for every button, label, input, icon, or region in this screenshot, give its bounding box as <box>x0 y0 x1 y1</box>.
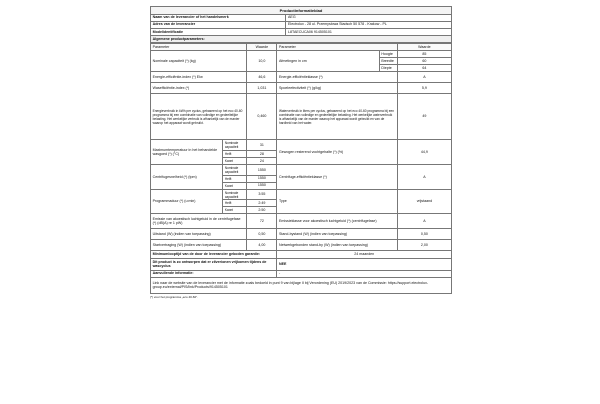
sheet-title: Productinformatieblad <box>151 7 452 15</box>
energy-consumption-value: 0,460 <box>247 94 277 140</box>
additional-info-value: - <box>277 270 452 277</box>
noise-class-label: Emissieklasse voor akoestisch luchtgeluid (ⁿ) (centrifugefase) <box>277 214 397 229</box>
spin-value-half: 1550 <box>247 175 277 182</box>
noise-value: 72 <box>247 214 277 229</box>
header-parameter-2: Parameter <box>277 43 397 50</box>
info-table <box>150 6 452 43</box>
wash-index-label: Wasefficiëntie-index (ⁿ) <box>151 83 247 94</box>
spin-sub-half: Helft <box>223 175 247 182</box>
temp-value-half: 28 <box>247 150 277 157</box>
capacity-label: Nominale capaciteit (ⁿ) (kg) <box>151 50 247 71</box>
rinse-label: Spoeleefectiviteit (ⁿ) (g/kg) <box>277 83 397 94</box>
silver-ions-label: Dit product is zo ontworpen dat er zilverionen vrijkomen tijdens de wascyclus <box>151 258 277 270</box>
spin-value-nominal: 1550 <box>247 164 277 175</box>
dimensions-label: Afmetingen in cm <box>277 50 379 71</box>
standby-label: Stand-bystand (W) (indien van toepassing) <box>277 229 397 240</box>
silver-ions-value: NEE <box>277 258 452 270</box>
temp-value-nominal: 31 <box>247 140 277 151</box>
off-mode-value: 0,50 <box>247 229 277 240</box>
header-value: Waarde <box>247 43 277 50</box>
header-value-2: Waarde <box>397 43 451 50</box>
spin-sub-nominal: Nominale capaciteit <box>223 164 247 175</box>
noise-class-value: A <box>397 214 451 229</box>
water-consumption-value: 49 <box>397 94 451 140</box>
height-value: 85 <box>397 50 451 57</box>
spin-value-quarter: 1550 <box>247 182 277 189</box>
temp-sub-nominal: Nominale capaciteit <box>223 140 247 151</box>
delay-start-label: Startvertraging (W) (indien van toepassing) <box>151 240 247 251</box>
off-mode-label: Uitstand (W) (indien van toepassing) <box>151 229 247 240</box>
max-temp-label: Maximumtemperatuur in het behandelde wasgoed (ⁿ) (°C) <box>151 140 223 165</box>
rinse-value: 5,9 <box>397 83 451 94</box>
parameters-table <box>150 43 452 294</box>
duration-label: Programmaduur (ⁿ) (u:min) <box>151 189 223 214</box>
temp-sub-quarter: Kwart <box>223 157 247 164</box>
model-label: Modelidentificatie <box>151 28 286 35</box>
eei-value: 46,6 <box>247 72 277 83</box>
eei-label: Energie-efficiëntie-index (ⁿ) EIw <box>151 72 247 83</box>
temp-sub-half: Helft <box>223 150 247 157</box>
delay-start-value: 4,00 <box>247 240 277 251</box>
section-general: Algemene productparameters: <box>151 35 452 42</box>
wash-index-value: 1,031 <box>247 83 277 94</box>
water-consumption-label: Waterverbruik in liters per cyclus, gebaseerd op het eco 40-60 programma bij een combinatie van volledige en gedeeltelijke belasting. Het werkelijke waterverbruik is afhankelijk van de manier waarop het apparaat wordt gebruikt en van de hardheid van het water. <box>277 94 397 140</box>
additional-info-label: Aanvullende informatie: <box>151 270 277 277</box>
supplier-value: AEG <box>286 14 452 21</box>
energy-consumption-label: Energieverbruik in kWh per cyclus, gebaseerd op het eco 40-60 programma bij een combinatie van volledige en gedeeltelijke belasting. Het werkelijke verbruik is afhankelijk van de manier waarop het apparaat wordt gebruikt. <box>151 94 247 140</box>
address-label: Adres van de leverancier <box>151 21 286 28</box>
product-information-sheet <box>150 6 452 299</box>
duration-value-nominal: 3:55 <box>247 189 277 200</box>
depth-value: 64 <box>397 65 451 72</box>
spin-speed-label: Centrifugesnelheid (ⁿ) (tpm) <box>151 164 223 189</box>
spin-sub-quarter: Kwart <box>223 182 247 189</box>
type-value: vrijstaand <box>397 189 451 214</box>
spin-class-value: A <box>397 164 451 189</box>
model-value: L8TAECUCA06 914505101 <box>286 28 452 35</box>
depth-label: Diepte <box>379 65 397 72</box>
temp-value-quarter: 24 <box>247 157 277 164</box>
energy-class-label: Energie-efficiëntieklasse (ⁿ) <box>277 72 397 83</box>
duration-value-half: 2:49 <box>247 200 277 207</box>
warranty-label: Minimumlooptijd van de door de leverancier geboden garantie: <box>151 251 277 258</box>
spin-class-label: Centrifuge-efficiëntieklasse (ⁿ) <box>277 164 397 189</box>
width-value: 60 <box>397 58 451 65</box>
energy-class-value: A <box>397 72 451 83</box>
warranty-value: 24 maanden <box>277 251 452 258</box>
capacity-value: 10,0 <box>247 50 277 71</box>
duration-sub-nominal: Nominale capaciteit <box>223 189 247 200</box>
network-standby-label: Netwerkgebonden stand-by (W) (indien van toepassing) <box>277 240 397 251</box>
duration-value-quarter: 2:50 <box>247 207 277 214</box>
footnote: (ⁿ) voor het programma „eco 40-60”. <box>150 294 198 299</box>
height-label: Hoogte <box>379 50 397 57</box>
header-parameter: Parameter <box>151 43 247 50</box>
moisture-label: Gewogen resterend vochtgehalte (ⁿ) (%) <box>277 140 397 165</box>
supplier-website-link[interactable]: Link naar de website van de leverancier met de informatie zoals bedoeld in punt 9 van bijlage II bij Verordening (EU) 2019/2023 van de Commissie: https://support.electrolux-group.eu/external/PIS/link/Products/914505101 <box>151 277 452 293</box>
width-label: Breedte <box>379 58 397 65</box>
network-standby-value: 2,00 <box>397 240 451 251</box>
moisture-value: 44,9 <box>397 140 451 165</box>
duration-sub-half: Helft <box>223 200 247 207</box>
address-value: Electrolux - 28 ul. Przemysłowa Stadsch 50 578 - Krakow - PL <box>286 21 452 28</box>
standby-value: 0,50 <box>397 229 451 240</box>
supplier-label: Naam van de leverancier of het handelsmerk <box>151 14 286 21</box>
type-label: Type <box>277 189 397 214</box>
noise-label: Emissie van akoestisch luchtgeluid in de centrifugefase (ⁿ) (dB(A) re 1 pW) <box>151 214 247 229</box>
duration-sub-quarter: Kwart <box>223 207 247 214</box>
